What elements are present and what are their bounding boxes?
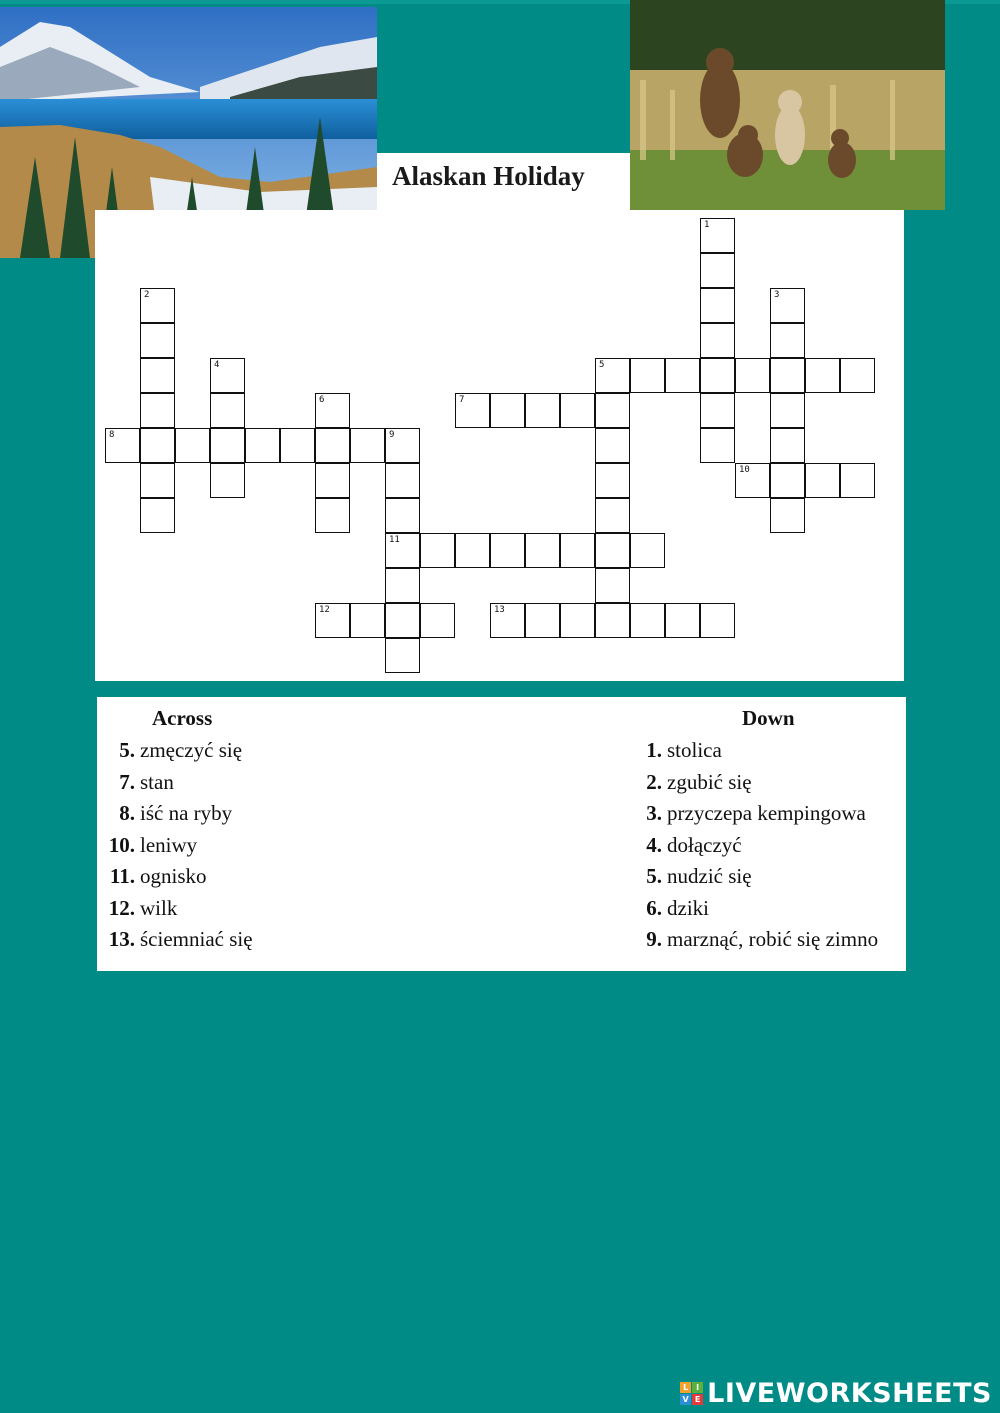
crossword-cell[interactable] — [700, 358, 735, 393]
crossword-cell[interactable] — [595, 463, 630, 498]
clue-item — [629, 738, 722, 763]
crossword-cell[interactable] — [490, 393, 525, 428]
clue-number: 3 — [774, 290, 780, 300]
crossword-cell[interactable] — [630, 358, 665, 393]
clue-number: 4 — [214, 360, 220, 370]
crossword-cell[interactable] — [735, 358, 770, 393]
clue-text: zmęczyć się — [140, 738, 243, 762]
clue-item — [102, 833, 197, 858]
clue-number: 6 — [319, 395, 325, 405]
crossword-cell[interactable] — [385, 428, 420, 463]
crossword-cell[interactable] — [770, 323, 805, 358]
crossword-cell[interactable] — [595, 603, 630, 638]
crossword-cell[interactable] — [770, 463, 805, 498]
crossword-cell[interactable] — [140, 428, 175, 463]
crossword-cell[interactable] — [385, 498, 420, 533]
crossword-cell[interactable] — [210, 428, 245, 463]
clue-item — [102, 864, 207, 889]
crossword-cell[interactable] — [595, 393, 630, 428]
clue-num: 5. — [646, 864, 662, 888]
crossword-cell[interactable] — [700, 603, 735, 638]
clue-number: 9 — [389, 430, 395, 440]
crossword-cell[interactable] — [385, 463, 420, 498]
clue-num: 13. — [108, 927, 135, 951]
clue-text: ognisko — [140, 864, 207, 888]
liveworksheets-brand — [680, 1378, 992, 1409]
crossword-cell[interactable] — [140, 393, 175, 428]
crossword-cell[interactable] — [560, 393, 595, 428]
crossword-cell[interactable] — [770, 358, 805, 393]
clue-num: 5. — [119, 738, 135, 762]
clue-number: 2 — [144, 290, 150, 300]
crossword-cell[interactable] — [140, 323, 175, 358]
crossword-cell[interactable] — [700, 218, 735, 253]
clue-item — [629, 896, 709, 921]
crossword-cell[interactable] — [175, 428, 210, 463]
crossword-panel-upper — [377, 210, 630, 258]
crossword-cell[interactable] — [140, 498, 175, 533]
crossword-cell[interactable] — [770, 288, 805, 323]
clue-number: 11 — [389, 535, 400, 545]
crossword-cell[interactable] — [595, 498, 630, 533]
clue-number: 10 — [739, 465, 750, 475]
crossword-cell[interactable] — [455, 393, 490, 428]
clue-num: 7. — [119, 769, 135, 794]
clue-item — [102, 896, 177, 921]
crossword-cell[interactable] — [735, 463, 770, 498]
clue-num: 8. — [119, 801, 135, 825]
crossword-cell[interactable] — [315, 393, 350, 428]
crossword-cell[interactable] — [140, 288, 175, 323]
crossword-cell[interactable] — [315, 463, 350, 498]
clue-num: 11. — [109, 864, 135, 888]
crossword-cell[interactable] — [210, 393, 245, 428]
crossword-cell[interactable] — [140, 463, 175, 498]
crossword-cell[interactable] — [420, 533, 455, 568]
clue-text: marznąć, robić się zimno — [667, 927, 879, 951]
crossword-cell[interactable] — [525, 603, 560, 638]
crossword-cell[interactable] — [280, 428, 315, 463]
crossword-cell[interactable] — [700, 393, 735, 428]
clue-text: iść na ryby — [140, 801, 233, 825]
crossword-cell[interactable] — [140, 358, 175, 393]
crossword-cell[interactable] — [210, 358, 245, 393]
crossword-cell[interactable] — [560, 533, 595, 568]
crossword-cell[interactable] — [805, 463, 840, 498]
clue-item — [629, 801, 866, 826]
crossword-cell[interactable] — [385, 533, 420, 568]
clue-item — [102, 927, 253, 952]
clue-text: ściemniać się — [140, 927, 253, 951]
clue-text: zgubić się — [667, 769, 752, 794]
clue-item — [629, 927, 878, 952]
crossword-cell[interactable] — [315, 603, 350, 638]
crossword-cell[interactable] — [700, 253, 735, 288]
crossword-cell[interactable] — [665, 603, 700, 638]
brand-name: LIVEWORKSHEETS — [707, 1378, 992, 1409]
clue-item — [102, 770, 174, 795]
clue-item — [629, 770, 752, 795]
clue-text: dziki — [667, 895, 709, 920]
crossword-cell[interactable] — [210, 463, 245, 498]
clue-text: wilk — [140, 895, 178, 920]
crossword-cell[interactable] — [560, 603, 595, 638]
clue-item — [629, 833, 742, 858]
crossword-cell[interactable] — [805, 358, 840, 393]
crossword-cell[interactable] — [595, 358, 630, 393]
crossword-cell[interactable] — [595, 428, 630, 463]
crossword-cell[interactable] — [105, 428, 140, 463]
page-title: Alaskan Holiday — [392, 161, 585, 191]
crossword-cell[interactable] — [245, 428, 280, 463]
bears-image — [630, 0, 945, 210]
clue-num: 3. — [646, 801, 662, 825]
crossword-cell[interactable] — [770, 393, 805, 428]
clue-num: 12. — [108, 895, 135, 920]
clue-text: nudzić się — [667, 864, 752, 888]
crossword-cell[interactable] — [700, 323, 735, 358]
across-heading: Across — [152, 706, 213, 730]
clue-num: 10. — [108, 832, 135, 857]
clue-num: 6. — [646, 895, 662, 920]
clue-num: 4. — [646, 832, 662, 857]
clue-text: przyczepa kempingowa — [667, 801, 866, 825]
crossword-cell[interactable] — [630, 603, 665, 638]
clue-number: 7 — [459, 395, 465, 405]
crossword-cell[interactable] — [770, 498, 805, 533]
clue-item — [102, 738, 242, 763]
down-heading: Down — [742, 706, 795, 730]
crossword-cell[interactable] — [630, 533, 665, 568]
crossword-cell[interactable] — [350, 603, 385, 638]
crossword-cell[interactable] — [595, 533, 630, 568]
crossword-cell[interactable] — [455, 533, 490, 568]
clue-text: dołączyć — [667, 832, 742, 857]
title-panel — [377, 153, 630, 210]
crossword-cell[interactable] — [385, 603, 420, 638]
clue-text: stolica — [667, 738, 722, 762]
crossword-cell[interactable] — [525, 533, 560, 568]
clue-number: 12 — [319, 605, 330, 615]
crossword-cell[interactable] — [665, 358, 700, 393]
crossword-cell[interactable] — [700, 428, 735, 463]
clue-number: 1 — [704, 220, 710, 230]
crossword-cell[interactable] — [595, 568, 630, 603]
clue-num: 9. — [646, 927, 662, 951]
crossword-cell[interactable] — [840, 463, 875, 498]
crossword-cell[interactable] — [420, 603, 455, 638]
crossword-cell[interactable] — [490, 533, 525, 568]
crossword-cell[interactable] — [490, 603, 525, 638]
liveworksheets-logo-icon: L I V E — [680, 1382, 703, 1405]
crossword-cell[interactable] — [770, 428, 805, 463]
clue-item — [629, 864, 752, 889]
crossword-cell[interactable] — [385, 638, 420, 673]
clue-text: leniwy — [140, 832, 198, 857]
crossword-cell[interactable] — [525, 393, 560, 428]
clue-number: 5 — [599, 360, 605, 370]
clue-num: 1. — [646, 738, 662, 762]
clue-text: stan — [140, 769, 174, 794]
clue-num: 2. — [646, 769, 662, 794]
clue-number: 13 — [494, 605, 505, 615]
crossword-cell[interactable] — [315, 498, 350, 533]
clue-item — [102, 801, 232, 826]
crossword-cell[interactable] — [700, 288, 735, 323]
clues-panel — [97, 697, 906, 971]
crossword-cell[interactable] — [315, 428, 350, 463]
clue-number: 8 — [109, 430, 115, 440]
crossword-cell[interactable] — [350, 428, 385, 463]
crossword-cell[interactable] — [840, 358, 875, 393]
crossword-cell[interactable] — [385, 568, 420, 603]
